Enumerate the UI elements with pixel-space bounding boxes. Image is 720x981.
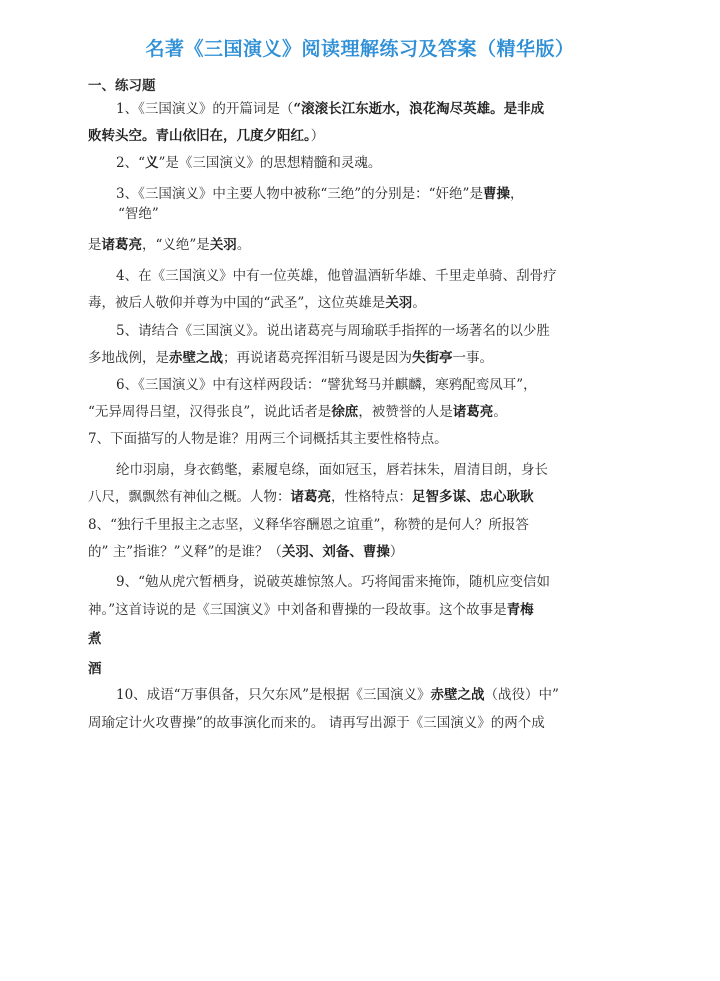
q5-end: 一事。 [452, 350, 493, 366]
question-1-line-1 [116, 100, 544, 118]
question-10-line-2: 周瑜定计火攻曹操”的故事演化而来的。 请再写出源于《三国演义》的两个成 [88, 715, 545, 731]
q2-answer: 义 [145, 155, 159, 171]
question-3-line-2: “智绝” [118, 206, 159, 222]
q1-suffix: ） [310, 128, 325, 144]
q7-answer-2: 足智多谋、忠心耿耿 [412, 489, 534, 505]
q9-line2-prefix: 神。”这首诗说的是《三国演义》中刘备和曹操的一段故事。这个故事是 [88, 602, 507, 618]
q3-mid: ，“义绝”是 [142, 237, 210, 253]
question-6-line-2 [88, 403, 507, 421]
q3-prefix: 3、《三国演义》中主要人物中被称“三绝”的分别是：“奸绝”是 [116, 186, 483, 202]
q5-answer-1: 赤壁之战 [169, 350, 223, 366]
q8-answer: 关羽、刘备、曹操 [281, 544, 390, 560]
question-5-line-1: 5、请结合《三国演义》。说出诸葛亮与周瑜联手指挥的一场著名的以少胜 [116, 323, 550, 339]
question-10-line-1 [116, 686, 559, 704]
q8-end: ） [389, 544, 404, 560]
q7-mid: ，性格特点： [331, 489, 412, 505]
question-7-line-3 [88, 488, 534, 506]
q6-answer-2: 诸葛亮 [452, 404, 494, 420]
question-6-line-1: 6、《三国演义》中有这样两段话：“譬犹驽马并麒麟，寒鸦配鸾凤耳”， [116, 377, 537, 393]
question-8-line-1: 8、“独行千里报主之志坚，义释华容酬恩之谊重”，称赞的是何人？所报答 [88, 517, 529, 533]
q3-end: 。 [236, 237, 251, 253]
q10-line1-end: （战役）中” [484, 687, 559, 703]
q10-answer: 赤壁之战 [430, 687, 485, 703]
document-title: 名著《三国演义》阅读理解练习及答案（精华版） [145, 38, 575, 60]
question-9-line-3 [88, 630, 102, 648]
q3-answer-1: 曹操 [482, 186, 510, 202]
question-4-line-1: 4、在《三国演义》中有一位英雄，他曾温酒斩华雄、千里走单骑、刮骨疗 [116, 268, 557, 284]
q6-end: 。 [493, 404, 507, 420]
q3-answer-2: 诸葛亮 [101, 237, 142, 253]
question-9-line-1: 9、“勉从虎穴暂栖身，说破英雄惊煞人。巧将闻雷来掩饰，随机应变信如 [116, 574, 550, 590]
q4-line2-prefix: 毒，被后人敬仰并尊为中国的“武圣”，这位英雄是 [88, 295, 386, 311]
q2-prefix: 2、“ [116, 155, 145, 171]
q9-answer-b: 煮 [88, 631, 102, 647]
q6-answer-1: 徐庶 [331, 404, 359, 420]
question-2 [116, 154, 381, 172]
q6-mid: ，被赞誉的人是 [358, 404, 453, 420]
q1-answer-part-2: 败转头空。青山依旧在，几度夕阳红。 [88, 128, 311, 144]
q7-answer-1: 诸葛亮 [290, 489, 331, 505]
section-heading: 一、练习题 [88, 78, 156, 94]
q3-comma: ， [509, 186, 524, 202]
q1-answer-part-1: “滚滚长江东逝水，浪花淘尽英雄。是非成 [293, 101, 545, 117]
q3-line3-prefix: 是 [88, 237, 102, 253]
q3-answer-3: 关羽 [209, 237, 237, 253]
q5-mid: ；再说诸葛亮挥泪斩马谡是因为 [223, 350, 412, 366]
question-7-line-1: 7、下面描写的人物是谁？用两三个词概括其主要性格特点。 [88, 431, 448, 447]
question-3-line-3 [88, 236, 250, 254]
q8-line2-prefix: 的” 主”指谁？”义释”的是谁？（ [88, 544, 282, 560]
question-3-line-1 [116, 185, 523, 203]
q2-suffix: ”是《三国演义》的思想精髓和灵魂。 [158, 155, 382, 171]
q9-answer-a: 青梅 [506, 602, 534, 618]
question-9-line-2 [88, 601, 534, 619]
question-8-line-2 [88, 543, 403, 561]
question-9-line-4 [88, 660, 102, 678]
q6-line2-prefix: “无异周得吕望，汉得张良”，说此话者是 [88, 404, 332, 420]
q4-answer: 关羽 [385, 295, 413, 311]
question-1-line-2 [88, 127, 324, 145]
question-4-line-2 [88, 294, 426, 312]
question-7-line-2: 纶巾羽扇，身衣鹤氅，素履皂绦，面如冠玉，唇若抹朱，眉清目朗，身长 [116, 462, 548, 478]
q4-end: 。 [412, 295, 426, 311]
q1-prefix: 1、《三国演义》的开篇词是（ [116, 101, 294, 117]
question-5-line-2 [88, 349, 493, 367]
q10-line1-prefix: 10、成语“万事俱备，只欠东风”是根据《三国演义》 [116, 687, 431, 703]
q5-answer-2: 失街亭 [412, 350, 453, 366]
q5-line2-prefix: 多地战例，是 [88, 350, 169, 366]
q9-answer-c: 酒 [88, 661, 102, 677]
q7-line3-prefix: 八尺，飘飘然有神仙之概。人物： [88, 489, 291, 505]
